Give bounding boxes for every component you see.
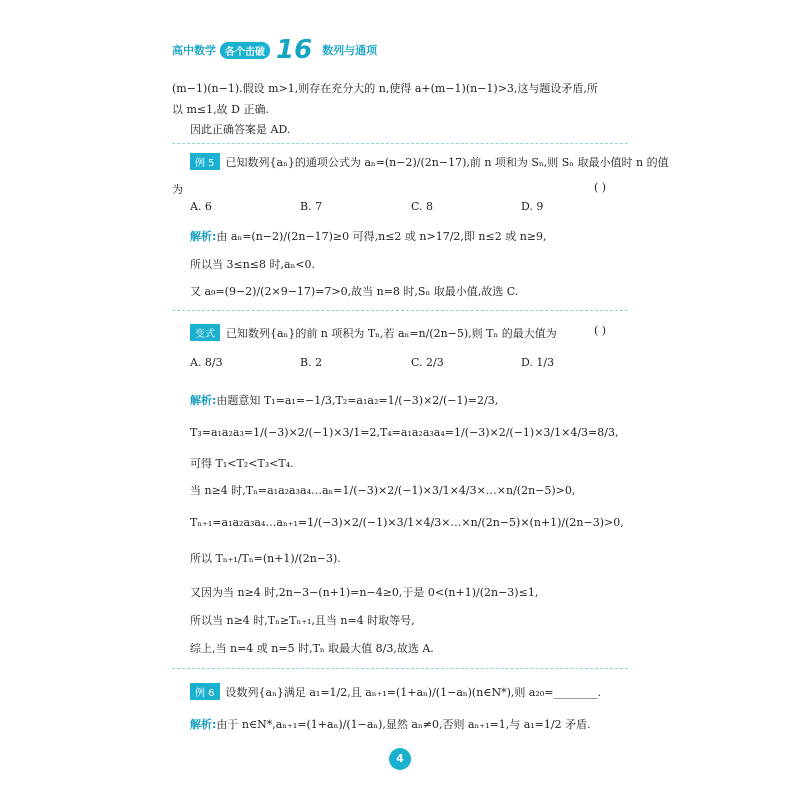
text-line: (m−1)(n−1).假设 m>1,则存在充分大的 n,使得 a+(m−1)(n−1)>3,这与题设矛盾,所 — [172, 82, 598, 95]
solution-line: 解析:由 aₙ=(n−2)/(2n−17)≥0 可得,n≤2 或 n>17/2,即 n≤2 或 n≥9, — [190, 230, 547, 243]
variant-tag: 变式 — [190, 324, 220, 341]
solution-line: 综上,当 n=4 或 n=5 时,Tₙ 取最大值 8/3,故选 A. — [190, 642, 434, 655]
answer-paren: ( ) — [594, 324, 607, 337]
page-header — [172, 35, 378, 65]
option-c: C. 2/3 — [411, 356, 444, 369]
solution-line: 所以当 3≤n≤8 时,aₙ<0. — [190, 258, 316, 271]
example-5-question: 例 5 已知数列{aₙ}的通项公式为 aₙ=(n−2)/(2n−17),前 n 项和为 Sₙ,则 Sₙ 取最小值时 n 的值 — [190, 153, 669, 170]
series-title: 高中数学 — [172, 44, 216, 57]
text-line: 为 — [172, 183, 183, 196]
analysis-label: 解析: — [190, 230, 217, 243]
text-line: 以 m≤1,故 D 正确. — [172, 103, 269, 116]
option-a: A. 6 — [190, 200, 212, 213]
divider — [172, 668, 628, 669]
divider — [172, 310, 628, 311]
answer-paren: ( ) — [594, 181, 607, 194]
divider — [172, 143, 628, 144]
option-a: A. 8/3 — [190, 356, 223, 369]
solution-line: T₃=a₁a₂a₃=1/(−3)×2/(−1)×3/1=2,T₄=a₁a₂a₃a₄=1/(−3)×2/(−1)×3/1×4/3=8/3, — [190, 426, 619, 439]
variant-question: 变式 已知数列{aₙ}的前 n 项积为 Tₙ,若 aₙ=n/(2n−5),则 Tₙ 的最大值为 — [190, 324, 557, 341]
option-c: C. 8 — [411, 200, 434, 213]
example-6-question: 例 6 设数列{aₙ}满足 a₁=1/2,且 aₙ₊₁=(1+aₙ)/(1−aₙ)(n∈N*),则 a₂₀=________. — [190, 683, 601, 700]
option-d: D. 9 — [521, 200, 544, 213]
solution-line: 又因为当 n≥4 时,2n−3−(n+1)=n−4≥0,于是 0<(n+1)/(2n−3)≤1, — [190, 586, 539, 599]
volume-number: 16 — [276, 35, 313, 65]
option-b: B. 2 — [300, 356, 323, 369]
solution-line: 解析:由于 n∈N*,aₙ₊₁=(1+aₙ)/(1−aₙ),显然 aₙ≠0,否则 aₙ₊₁=1,与 a₁=1/2 矛盾. — [190, 718, 591, 731]
option-b: B. 7 — [300, 200, 323, 213]
solution-line: Tₙ₊₁=a₁a₂a₃a₄…aₙ₊₁=1/(−3)×2/(−1)×3/1×4/3×…×n/(2n−5)×(n+1)/(2n−3)>0, — [190, 516, 624, 529]
solution-line: 可得 T₁<T₂<T₃<T₄. — [190, 457, 294, 470]
solution-line: 所以 Tₙ₊₁/Tₙ=(n+1)/(2n−3). — [190, 552, 341, 565]
solution-line: 所以当 n≥4 时,Tₙ≥Tₙ₊₁,且当 n=4 时取等号, — [190, 614, 415, 627]
series-pill: 各个击破 — [220, 42, 270, 59]
solution-line: 解析:由题意知 T₁=a₁=−1/3,T₂=a₁a₂=1/(−3)×2/(−1)=2/3, — [190, 394, 499, 407]
text-line: 因此正确答案是 AD. — [190, 123, 291, 136]
solution-line: 当 n≥4 时,Tₙ=a₁a₂a₃a₄…aₙ=1/(−3)×2/(−1)×3/1×4/3×…×n/(2n−5)>0, — [190, 484, 576, 497]
topic-title: 数列与通项 — [322, 44, 378, 57]
page-number: 4 — [389, 748, 411, 770]
analysis-label: 解析: — [190, 718, 217, 731]
option-d: D. 1/3 — [521, 356, 555, 369]
solution-line: 又 a₉=(9−2)/(2×9−17)=7>0,故当 n=8 时,Sₙ 取最小值,故选 C. — [190, 285, 519, 298]
analysis-label: 解析: — [190, 394, 217, 407]
example-6-tag: 例 6 — [190, 683, 220, 700]
example-5-tag: 例 5 — [190, 153, 220, 170]
